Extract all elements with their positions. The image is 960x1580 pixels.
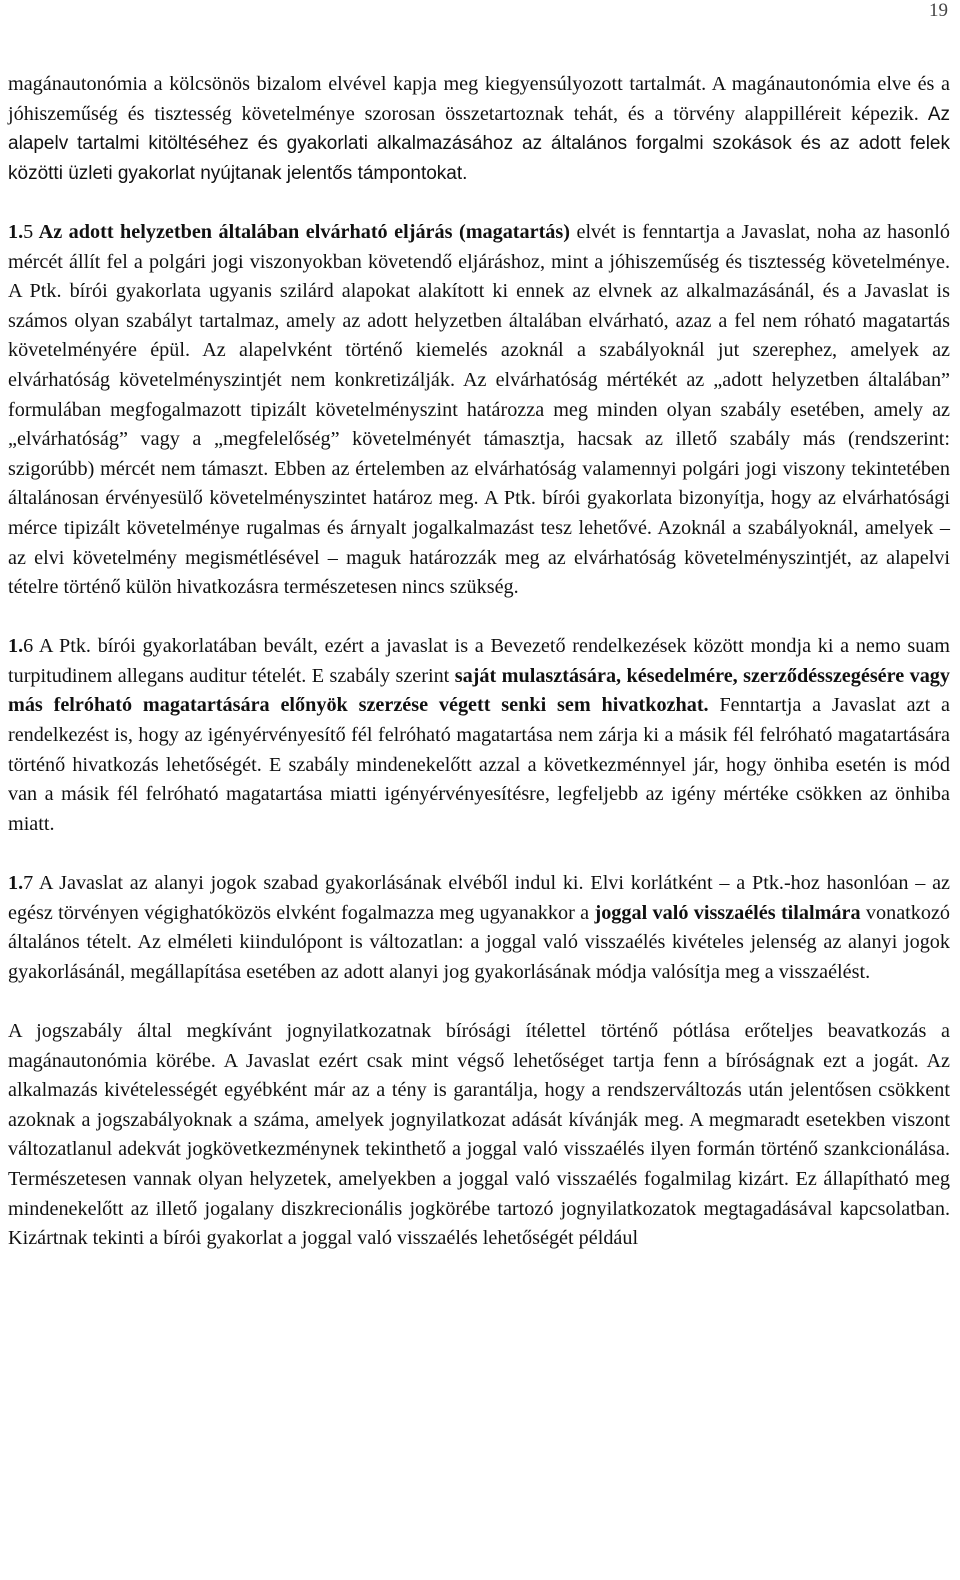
- section-number: 1.: [8, 872, 24, 895]
- paragraph-1-continuation: Az alapelv tartalmi kitöltéséhez és gyakorlati alkalmazásához az általános forgalmi szokások és az adott felek közötti üzleti gyakorlat nyújtanak jelentős támpontokat.: [8, 103, 950, 184]
- paragraph-1-6-continuation: Fenntartja a Javaslat azt a rendelkezést is, hogy az igényérvényesítő fél felróható magatartása nem zárja ki a másik fél felróható magatartására történő hivatkozás lehetőségét. E szabály mindenekelőtt azzal a következménnyel jár, hogy önhiba esetén is mód van a másik fél felróható magatartása miatti igényérvényesítésre, legfeljebb az igény mértéke csökken az önhiba miatt.: [8, 694, 950, 835]
- paragraph-1-6-emphasis: saját mulasztására, késedelmére, szerződésszegésére vagy más felróható magatartására előnyök szerzése végett senki sem hivatkozhat.: [8, 664, 950, 717]
- document-body: [8, 70, 950, 1254]
- paragraph-1-7-text: A Javaslat az alanyi jogok szabad gyakorlásának elvéből indul ki. Elvi korlátként – a Ptk.-hoz hasonlóan – az egész törvényen végighatóközös elvként fogalmazza meg ugyanakkor a: [8, 872, 950, 924]
- page-number: 19: [929, 0, 948, 21]
- section-number: 1.: [8, 635, 24, 658]
- paragraph-1-5: [8, 218, 950, 603]
- paragraph-1-7: [8, 869, 950, 987]
- section-number-suffix: 5: [23, 220, 34, 243]
- section-number-suffix: 6: [23, 635, 34, 658]
- paragraph-jognyilatkozat: A jogszabály által megkívánt jognyilatkozatnak bírósági ítélettel történő pótlása erőteljes beavatkozás a magánautonómia körébe. A Javaslat ezért csak mint végső lehetőséget tartja fenn a bíróságnak ezt a jogát. Az alkalmazás kivételességét egyébként már az a tény is garantálja, hogy a rendszerváltozás után jelentősen csökkent azoknak a jogszabályoknak a száma, amelyek jognyilatkozat adását kívánják meg. A megmaradt esetekben viszont változatlanul adekvát jogkövetkezménynek tekinthető a joggal való visszaélés ilyen formán történő szankcionálása. Természetesen vannak olyan helyzetek, amelyekben a joggal való visszaélés fogalmilag kizárt. Ez állapítható meg mindenekelőtt az illető jogalany diszkrecionális jogkörébe tartozó jognyilatkozatok megtagadásával kapcsolatban. Kizártnak tekinti a bírói gyakorlat a joggal való visszaélés lehetőségét például: [8, 1020, 950, 1250]
- paragraph-1-5-text: elvét is fenntartja a Javaslat, noha az hasonló mércét állít fel a polgári jogi viszonyokban követendő eljáráshoz, mint a jóhiszeműség és tisztesség követelménye. A Ptk. bírói gyakorlata ugyanis szilárd alapokat alakított ki ennek az elvnek az alkalmazásánál, és a Javaslat is számos olyan szabályt tartalmaz, amely az adott helyzetben általában elvárható, azaz a fel nem róható magatartás követelményére épül. Az alapelvként történő kiemelés azoknál a szabályoknál jut szerephez, amelyek az elvárhatóság követelményszintjét nem konkretizálják. Az elvárhatóság mértékét az „adott helyzetben általában” formulában megfogalmazott tipizált követelményszint határozza meg minden olyan szabály esetében, amely az „elvárhatóság” vagy a „megfelelőség” követelményét támasztja, hacsak az illető szabály más (rendszerint: szigorúbb) mércét nem támaszt. Ebben az értelemben az elvárhatóság valamennyi polgári jogi viszony tekintetében általánosan érvényesülő követelményszintet határoz meg. A Ptk. bírói gyakorlata bizonyítja, hogy az elvárhatósági mérce tipizált követelménye rugalmas és árnyalt jogalkalmazást tesz lehetővé. Azoknál a szabályoknál, amelyek – az elvi követelmény megismétlésével – maguk határozzák meg az elvárhatóság követelményszintjét, az alapelvi tételre történő külön hivatkozásra természetesen nincs szükség.: [8, 220, 950, 599]
- section-number: 1.: [8, 220, 24, 243]
- paragraph-1: [8, 70, 950, 188]
- paragraph-1-6-text: A Ptk. bírói gyakorlatában bevált, ezért a javaslat is a Bevezető rendelkezések között mondja ki a nemo suam turpitudinem allegans auditur tételét. E szabály szerint: [8, 635, 950, 687]
- section-number-suffix: 7: [23, 872, 34, 895]
- paragraph-1-7-continuation: vonatkozó általános tételt. Az elméleti kiindulópont is változatlan: a joggal való visszaélés kivételes jelenség az alanyi jogok gyakorlásánál, megállapítása esetében az adott alanyi jog gyakorlásának módja valósítja meg a visszaélést.: [8, 901, 950, 983]
- paragraph-1-5-emphasis: Az adott helyzetben általában elvárható eljárás (magatartás): [33, 220, 570, 243]
- paragraph-1-text: magánautonómia a kölcsönös bizalom elvével kapja meg kiegyensúlyozott tartalmát. A magánautonómia elve és a jóhiszeműség és tisztesség követelménye szorosan összetartoznak tehát, és a törvény alappilléreit képezik.: [8, 73, 950, 125]
- paragraph-1-6: [8, 632, 950, 839]
- paragraph-1-7-emphasis: joggal való visszaélés tilalmára: [594, 901, 861, 924]
